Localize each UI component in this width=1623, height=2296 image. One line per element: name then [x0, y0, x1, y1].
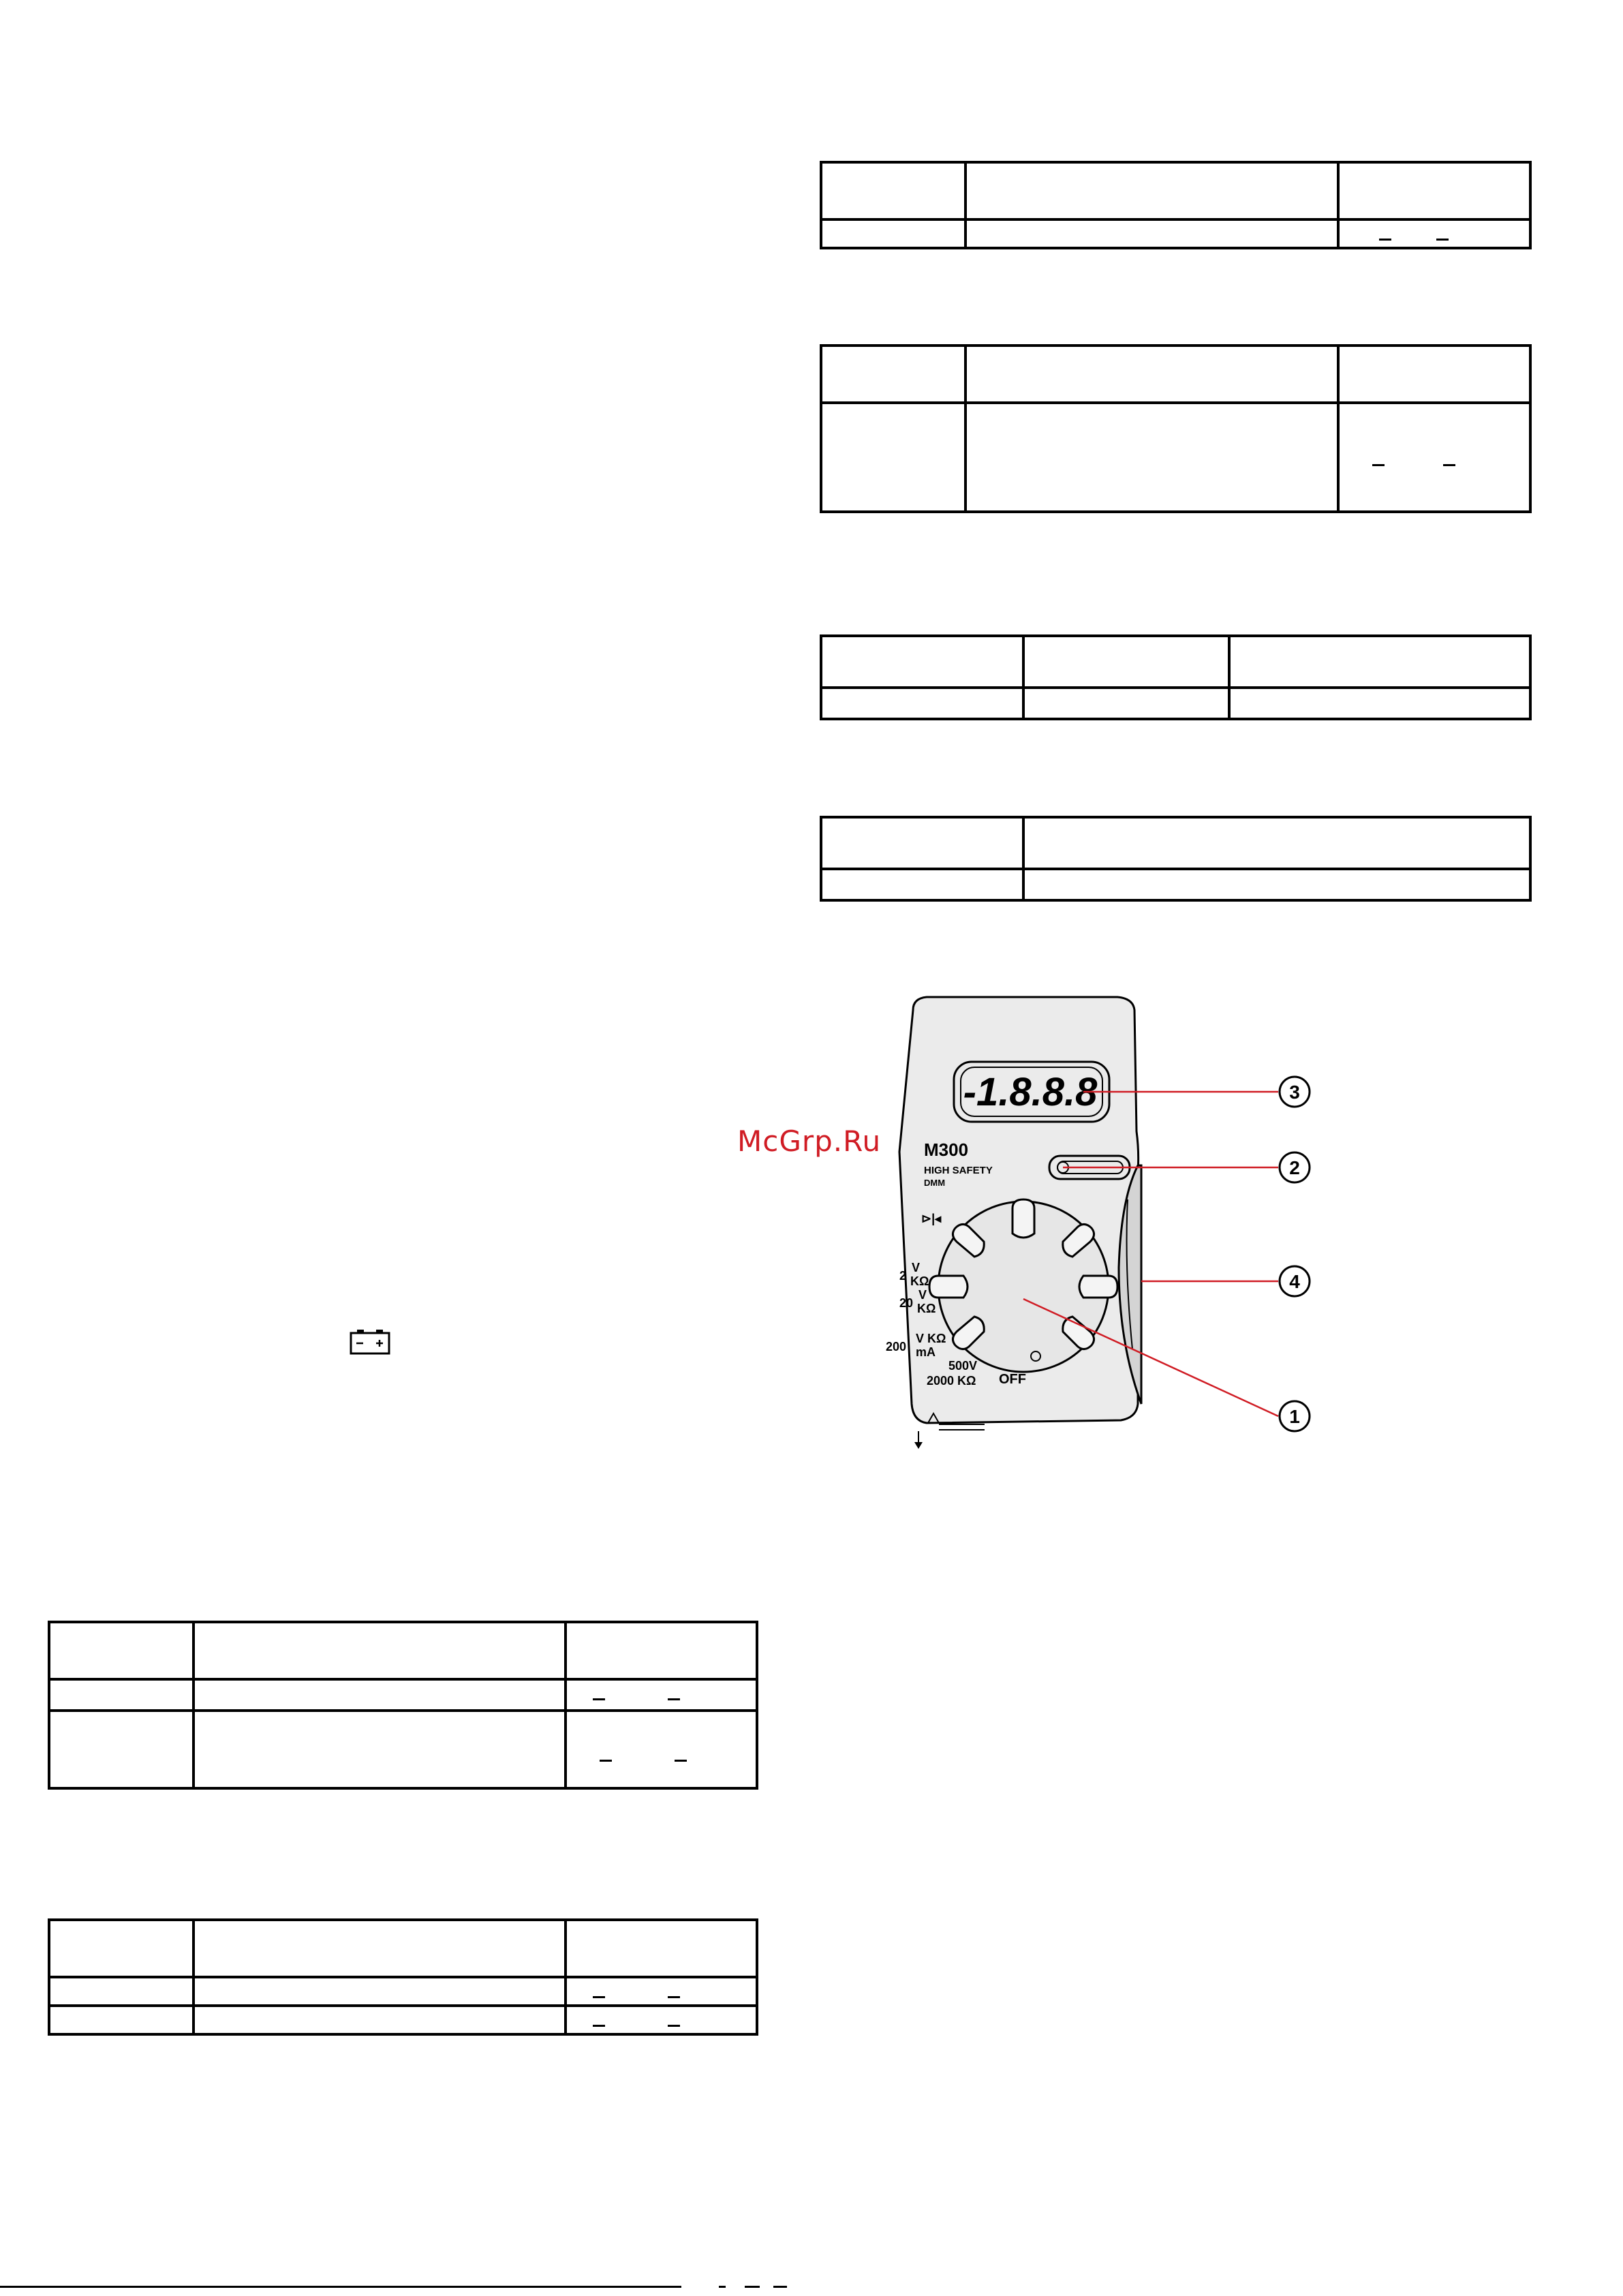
battery-icon	[349, 1328, 392, 1356]
dial-label-2-k: KΩ	[910, 1274, 929, 1288]
dial-label-2-v: V	[912, 1261, 921, 1274]
callout-markers	[1280, 1077, 1310, 1431]
dial-label-2000k: 2000 KΩ	[927, 1374, 976, 1388]
spec-table-1	[820, 161, 1532, 249]
dial-label-200-v: V KΩ	[916, 1332, 946, 1345]
dial-label-200: 200	[886, 1340, 907, 1353]
callout-4: 4	[1289, 1271, 1300, 1292]
spec-table-6	[48, 1918, 758, 2036]
callout-2: 2	[1289, 1157, 1300, 1178]
brand-line-1: HIGH SAFETY	[924, 1165, 993, 1176]
footer-rule	[0, 2286, 681, 2288]
dial-label-500v: 500V	[948, 1359, 978, 1373]
callout-1: 1	[1289, 1406, 1300, 1427]
lcd-display: -1.8.8.8	[963, 1070, 1098, 1114]
dial-label-2: 2	[899, 1269, 907, 1283]
multimeter-diagram	[872, 995, 1349, 1493]
model-label: M300	[924, 1139, 969, 1160]
dial-label-20-v: V	[918, 1288, 927, 1302]
spec-table-5	[48, 1621, 758, 1790]
spec-table-4	[820, 816, 1532, 902]
footer-marks	[719, 2284, 787, 2289]
dial-label-200-ma: mA	[916, 1345, 936, 1359]
dial-label-off: OFF	[999, 1372, 1026, 1387]
brand-line-2: DMM	[924, 1178, 946, 1188]
spec-table-2	[820, 344, 1532, 513]
watermark: McGrp.Ru	[737, 1124, 882, 1158]
dial-label-20-k: KΩ	[917, 1302, 936, 1315]
dial-label-diode: ⊳|◂	[921, 1212, 942, 1225]
dial-label-20: 20	[899, 1296, 914, 1310]
spec-table-3	[820, 634, 1532, 720]
callout-3: 3	[1289, 1082, 1300, 1103]
